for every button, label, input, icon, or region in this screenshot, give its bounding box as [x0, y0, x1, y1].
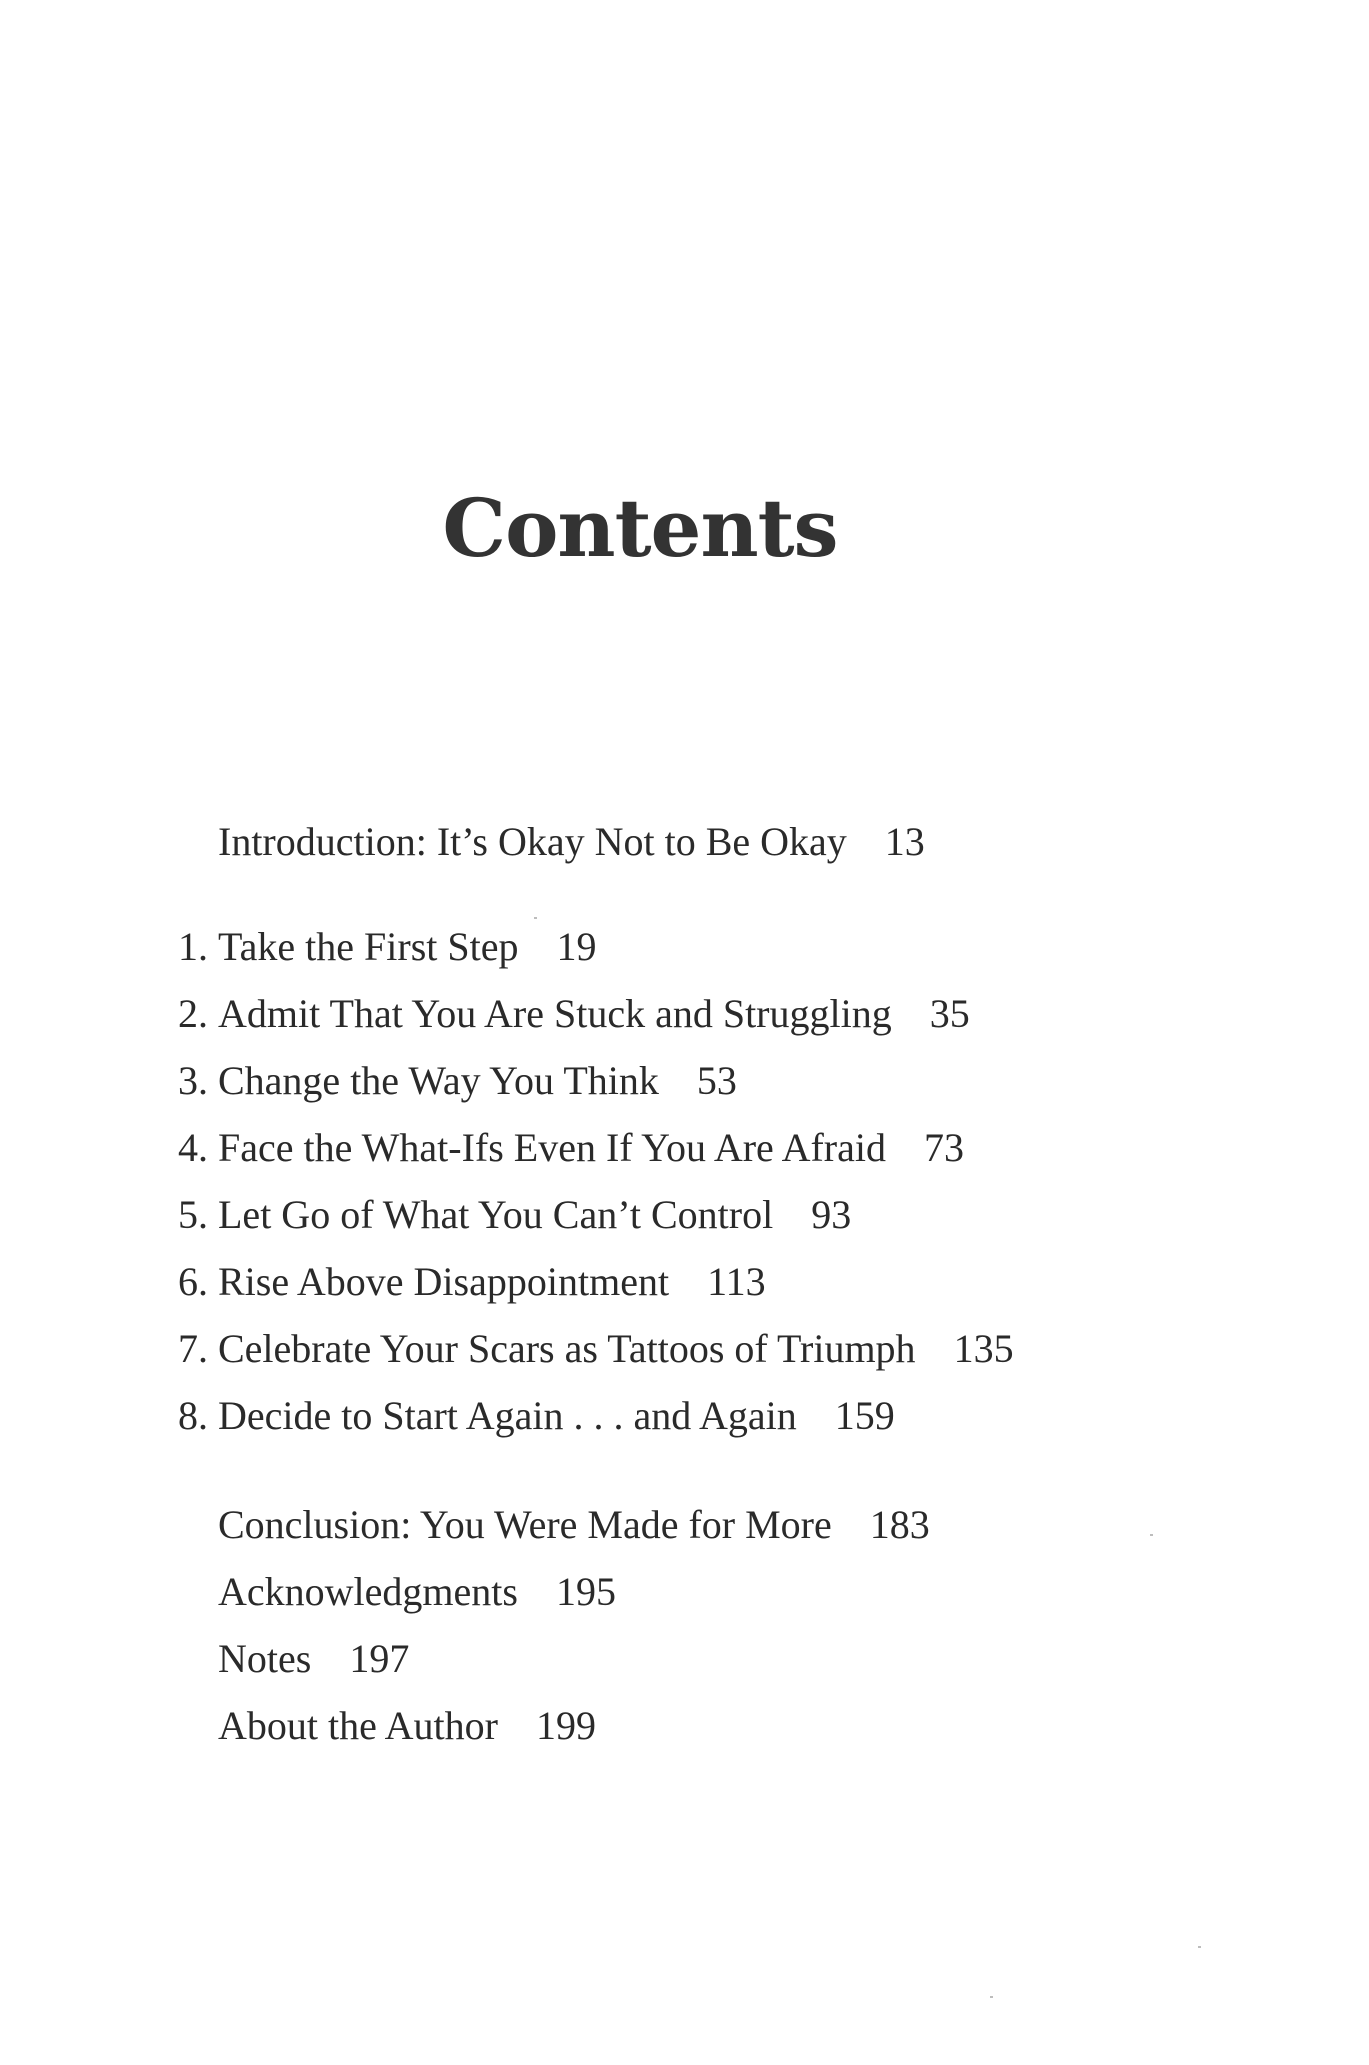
toc-entry-label: Introduction: It’s Okay Not to Be Okay [218, 819, 847, 864]
toc-entry-chapter-5 [178, 1192, 852, 1237]
toc-entry-label: Celebrate Your Scars as Tattoos of Triumph [218, 1326, 916, 1371]
chapter-number: 1. [178, 924, 208, 969]
toc-entry-page-number: 93 [811, 1192, 852, 1237]
toc-entry-chapter-7 [178, 1326, 1014, 1371]
toc-entry-chapter-4 [178, 1125, 964, 1170]
toc-entry-page-number: 159 [834, 1393, 895, 1438]
scan-speck [1150, 1534, 1153, 1536]
toc-entry-chapter-1 [178, 924, 597, 969]
chapter-number: 8. [178, 1393, 208, 1438]
toc-entry-label: Rise Above Disappointment [218, 1259, 670, 1304]
chapter-number: 7. [178, 1326, 208, 1371]
toc-entry-chapter-2 [178, 991, 970, 1036]
toc-entry-label: Admit That You Are Stuck and Struggling [218, 991, 892, 1036]
toc-entry-introduction [218, 819, 925, 864]
chapter-number: 5. [178, 1192, 208, 1237]
toc-entry-page-number: 183 [869, 1502, 930, 1547]
toc-entry-page-number: 53 [696, 1058, 737, 1103]
toc-entry-page-number: 197 [349, 1636, 410, 1681]
page-title: Contents [442, 481, 838, 575]
toc-entry-page-number: 19 [556, 924, 597, 969]
scan-speck [1198, 1946, 1201, 1948]
toc-entry-page-number: 35 [929, 991, 970, 1036]
chapter-number: 3. [178, 1058, 208, 1103]
toc-entry-label: About the Author [218, 1703, 498, 1748]
toc-entry-acknowledgments [218, 1569, 616, 1614]
toc-entry-page-number: 135 [953, 1326, 1014, 1371]
toc-entry-conclusion [218, 1502, 930, 1547]
toc-entry-label: Decide to Start Again . . . and Again [218, 1393, 797, 1438]
toc-entry-label: Acknowledgments [218, 1569, 518, 1614]
toc-entry-label: Notes [218, 1636, 312, 1681]
scan-speck [990, 1996, 993, 1998]
toc-entry-page-number: 113 [707, 1259, 766, 1304]
toc-entry-page-number: 13 [884, 819, 925, 864]
toc-entry-chapter-6 [178, 1259, 766, 1304]
toc-entry-notes [218, 1636, 410, 1681]
toc-entry-label: Let Go of What You Can’t Control [218, 1192, 774, 1237]
chapter-number: 2. [178, 991, 208, 1036]
scan-speck [534, 917, 537, 919]
chapter-number: 4. [178, 1125, 208, 1170]
toc-entry-chapter-3 [178, 1058, 737, 1103]
toc-entry-chapter-8 [178, 1393, 895, 1438]
toc-entry-label: Change the Way You Think [218, 1058, 659, 1103]
toc-entry-label: Face the What-Ifs Even If You Are Afraid [218, 1125, 886, 1170]
chapter-number: 6. [178, 1259, 208, 1304]
toc-entry-page-number: 73 [923, 1125, 964, 1170]
toc-entry-page-number: 195 [555, 1569, 616, 1614]
toc-entry-label: Take the First Step [218, 924, 519, 969]
toc-entry-label: Conclusion: You Were Made for More [218, 1502, 832, 1547]
toc-entry-about-the-author [218, 1703, 596, 1748]
toc-entry-page-number: 199 [535, 1703, 596, 1748]
